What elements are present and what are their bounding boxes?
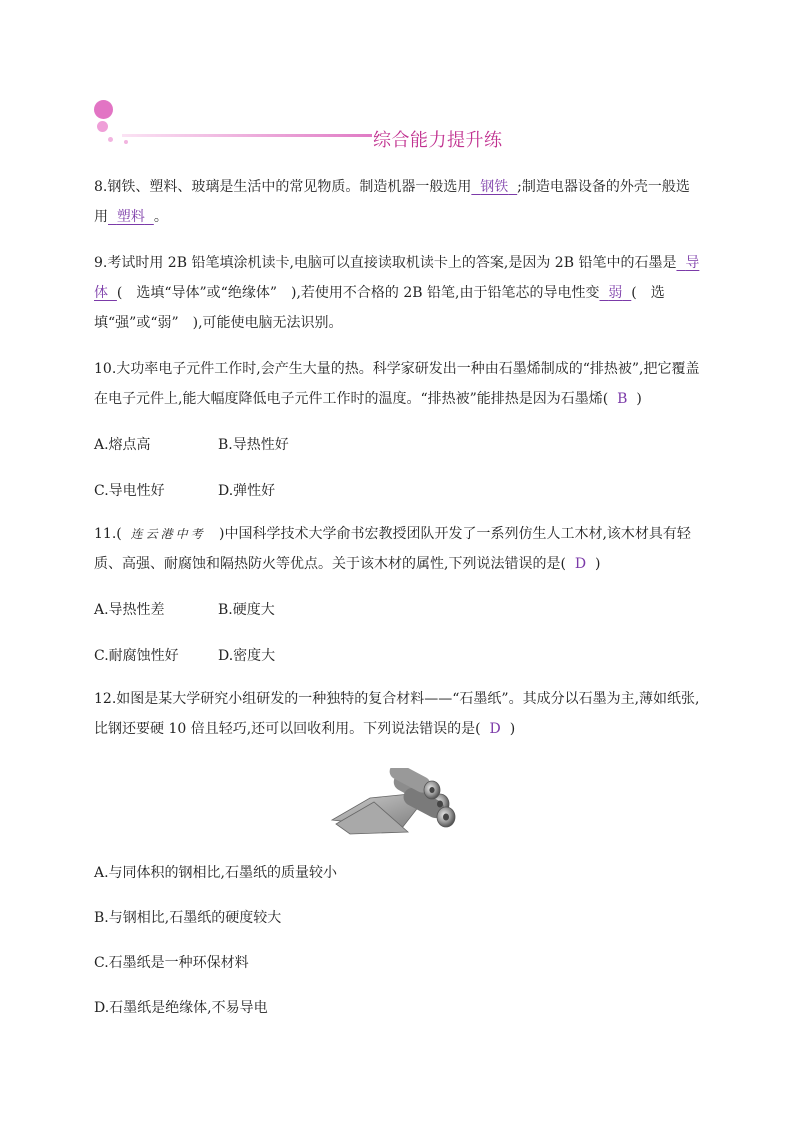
question-8 — [94, 172, 702, 232]
question-10 — [94, 354, 702, 414]
q9-text-2: ( 选填“导体”或“绝缘体” ),若使用不合格的 2B 铅笔,由于铅笔芯的导电性变 — [116, 285, 600, 301]
q8-answer-2: 塑料 — [116, 209, 145, 225]
q10-option-d: D.弹性好 — [218, 483, 276, 499]
q10-text-end: ) — [636, 391, 642, 407]
q11-source: 连云港中考 — [130, 527, 206, 541]
q8-text-2: ;制造电器设备的外壳一般选用 — [94, 179, 690, 225]
question-9 — [94, 248, 702, 338]
q11-prefix: 11.( — [94, 526, 122, 542]
q10-option-b: B.导热性好 — [218, 437, 289, 453]
q12-text: 12.如图是某大学研究小组研发的一种独特的复合材料——“石墨纸”。其成分以石墨为主,薄如纸张,比钢还要硬 10 倍且轻巧,还可以回收利用。下列说法错误的是( — [94, 691, 700, 737]
q12-text-end: ) — [509, 721, 516, 737]
q11-text-end: ) — [594, 556, 601, 572]
q8-answer-1: 钢铁 — [480, 179, 509, 195]
q10-option-a: A.熔点高 — [94, 437, 151, 453]
q12-option-c: C.石墨纸是一种环保材料 — [94, 955, 249, 971]
decorative-dot — [108, 137, 113, 142]
q12-option-d: D.石墨纸是绝缘体,不易导电 — [94, 1000, 268, 1016]
q8-text-3: 。 — [153, 209, 168, 225]
q11-text: )中国科学技术大学俞书宏教授团队开发了一系列仿生人工木材,该木材具有轻质、高强、耐腐蚀和隔热防火等优点。关于该木材的属性,下列说法错误的是( — [94, 526, 691, 572]
graphite-paper-rolls-image — [330, 768, 460, 838]
q11-option-d: D.密度大 — [218, 648, 276, 664]
decorative-dot — [94, 100, 113, 119]
q11-answer: D — [574, 556, 587, 572]
q9-answer-1: 导体 — [94, 255, 700, 301]
section-header — [92, 96, 712, 156]
q12-option-a: A.与同体积的钢相比,石墨纸的质量较小 — [94, 865, 338, 881]
decorative-dot — [97, 121, 108, 132]
q12-option-b: B.与钢相比,石墨纸的硬度较大 — [94, 910, 282, 926]
q9-answer-2: 弱 — [608, 285, 623, 301]
header-rule — [122, 134, 372, 137]
decorative-dot — [124, 140, 128, 144]
q10-text: 10.大功率电子元件工作时,会产生大量的热。科学家研发出一种由石墨烯制成的“排热被”,把它覆盖在电子元件上,能大幅度降低电子元件工作时的温度。“排热被”能排热是因为石墨烯( — [94, 361, 700, 407]
q9-text-3: ( 选填“强”或“弱” ),可能使电脑无法识别。 — [94, 285, 665, 331]
q11-option-c: C.耐腐蚀性好 — [94, 648, 179, 664]
q11-option-a: A.导热性差 — [94, 602, 165, 618]
question-11 — [94, 519, 702, 579]
q9-text-1: 9.考试时用 2B 铅笔填涂机读卡,电脑可以直接读取机读卡上的答案,是因为 2B 铅笔中的石墨是 — [94, 255, 677, 271]
q11-option-b: B.硬度大 — [218, 602, 275, 618]
q10-answer: B — [617, 391, 628, 407]
question-12 — [94, 684, 702, 744]
q8-text-1: 8.钢铁、塑料、玻璃是生活中的常见物质。制造机器一般选用 — [94, 179, 472, 195]
q12-answer: D — [489, 721, 501, 737]
section-title: 综合能力提升练 — [373, 130, 503, 151]
q10-option-c: C.导电性好 — [94, 483, 165, 499]
